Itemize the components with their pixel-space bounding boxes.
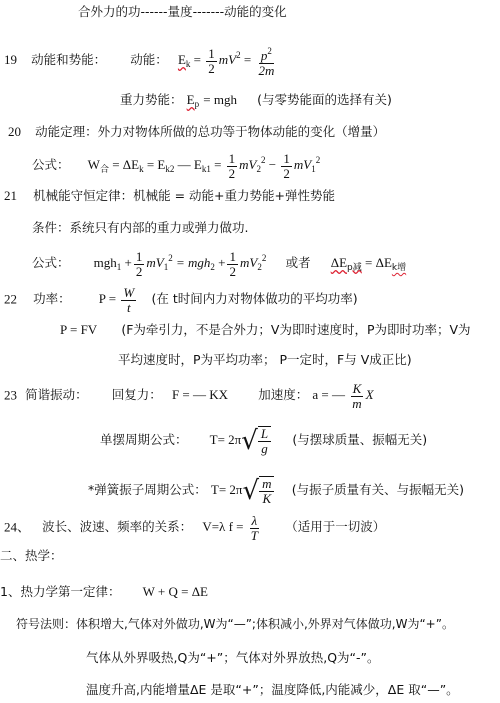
pendulum-note: (与摆球质量、振幅无关) bbox=[292, 431, 428, 447]
label-potential: 重力势能： bbox=[120, 92, 183, 107]
item-19 bbox=[4, 44, 278, 78]
item-title: 动能和势能： bbox=[31, 51, 107, 67]
item-number: 19 bbox=[4, 51, 17, 67]
first-law-line bbox=[0, 582, 208, 603]
label-formula: 公式： bbox=[32, 255, 70, 270]
spring-line bbox=[88, 476, 464, 506]
theorem-formula: 公式： $W_合 = \Delta E_k = E_{k2}$ — $E_{k1}$ = $\frac{1}{2}$ $mV_2^2$ − $\frac{1}{2}$ $mV_1^2$ bbox=[32, 150, 321, 181]
condition-text: 条件：系统只有内部的重力或弹力做功. bbox=[32, 220, 249, 235]
item-24 bbox=[4, 514, 385, 543]
item-title: 波长、波速、频率的关系： bbox=[42, 519, 193, 535]
label-acceleration: 加速度： bbox=[258, 387, 309, 403]
formula-restoring: F = — KX bbox=[171, 387, 229, 403]
formula-spring: T= 2π √ m K bbox=[211, 482, 278, 497]
item-23 bbox=[4, 382, 374, 411]
label-kinetic: 动能： bbox=[130, 51, 168, 67]
conservation-formula: 公式： mgh$_1$ + $\frac{1}{2}$ $mV_1^2 = mgh_2$ + $\frac{1}{2}$ $mV_2^2$ 或者 $\Delta E_{p减} = \Delta E_{k增}$ bbox=[32, 248, 407, 279]
label-or: 或者 bbox=[285, 255, 311, 270]
theorem-text: 动能定理：外力对物体所做的总功等于物体动能的变化（增量） bbox=[35, 124, 386, 139]
note-reference: (与零势能面的选择有关) bbox=[257, 92, 392, 107]
item-number: 20 bbox=[8, 124, 21, 139]
delta-formula: $\Delta E_{p减} = \Delta E_{k增}$ bbox=[330, 255, 407, 273]
sign-rule-internal-energy: 温度升高,内能增量ΔE 是取“+”；温度降低,内能减少，ΔE 取“—”。 bbox=[86, 682, 459, 697]
item-22 bbox=[4, 286, 358, 315]
pendulum-line bbox=[100, 426, 427, 456]
item-number: 22 bbox=[4, 291, 17, 307]
spring-note: (与振子质量有关、与振幅无关) bbox=[291, 481, 464, 497]
instant-power-note: (F为牵引力，不是合外力；V为即时速度时，P为即时功率；V为 bbox=[121, 322, 471, 337]
conservation-text: 机械能守恒定律：机械能 = 动能+重力势能+弹性势能 bbox=[33, 188, 336, 203]
item-number: 21 bbox=[4, 188, 17, 203]
formula-mgh: = mgh bbox=[203, 92, 237, 107]
potential-energy-line bbox=[120, 90, 392, 114]
item-number: 23 bbox=[4, 387, 17, 403]
sign-rule-heat: 气体从外界吸热,Q为“+”；气体对外界放热,Q为“-”。 bbox=[86, 650, 380, 665]
sign-rule-volume: 符号法则：体积增大,气体对外做功,W为“—”;体积减小,外界对气体做功,W为“+”。 bbox=[16, 617, 454, 631]
formula-pendulum: T= 2π √ L g bbox=[210, 432, 275, 447]
label-pendulum: 单摆周期公式： bbox=[100, 431, 188, 447]
item-20 bbox=[8, 122, 385, 143]
first-law-title: 1、热力学第一定律： bbox=[0, 584, 121, 599]
section-heading-thermo: 二、热学： bbox=[0, 548, 63, 563]
formula-kinetic: $E_k$ = $\frac{1}{2}$ $mV^2$ = $\frac{p^2}{2m}$ bbox=[177, 45, 275, 78]
instant-power-line bbox=[60, 320, 471, 341]
formula-pfv: P = FV bbox=[60, 322, 98, 337]
power-formula: P = $\frac{W}{t}$ bbox=[98, 285, 135, 315]
heading-work-energy: 合外力的功------量度-------动能的变化 bbox=[78, 4, 287, 19]
symbol-ep: $E_p$ bbox=[186, 92, 200, 109]
average-power-note: 平均速度时，P为平均功率； P一定时，F与 V成正比) bbox=[118, 352, 412, 367]
label-formula: 公式： bbox=[32, 157, 70, 172]
power-note: (在 t时间内力对物体做功的平均功率) bbox=[151, 291, 358, 307]
label-restoring: 回复力： bbox=[111, 387, 162, 403]
formula-wave: V=λ f = $\frac{\lambda}{T}$ bbox=[202, 513, 258, 543]
formula-acceleration: a = — $\frac{K}{m}$ X bbox=[312, 381, 374, 411]
first-law-formula: W + Q = ΔE bbox=[142, 584, 208, 599]
symbol-ek: $E_k$ bbox=[177, 51, 191, 69]
item-title: 功率： bbox=[33, 291, 71, 307]
item-number: 24、 bbox=[4, 519, 31, 535]
item-21 bbox=[4, 186, 335, 207]
item-title: 简谐振动： bbox=[25, 387, 88, 403]
label-spring: *弹簧振子周期公式： bbox=[88, 481, 207, 497]
wave-note: （适用于一切波） bbox=[285, 519, 386, 535]
